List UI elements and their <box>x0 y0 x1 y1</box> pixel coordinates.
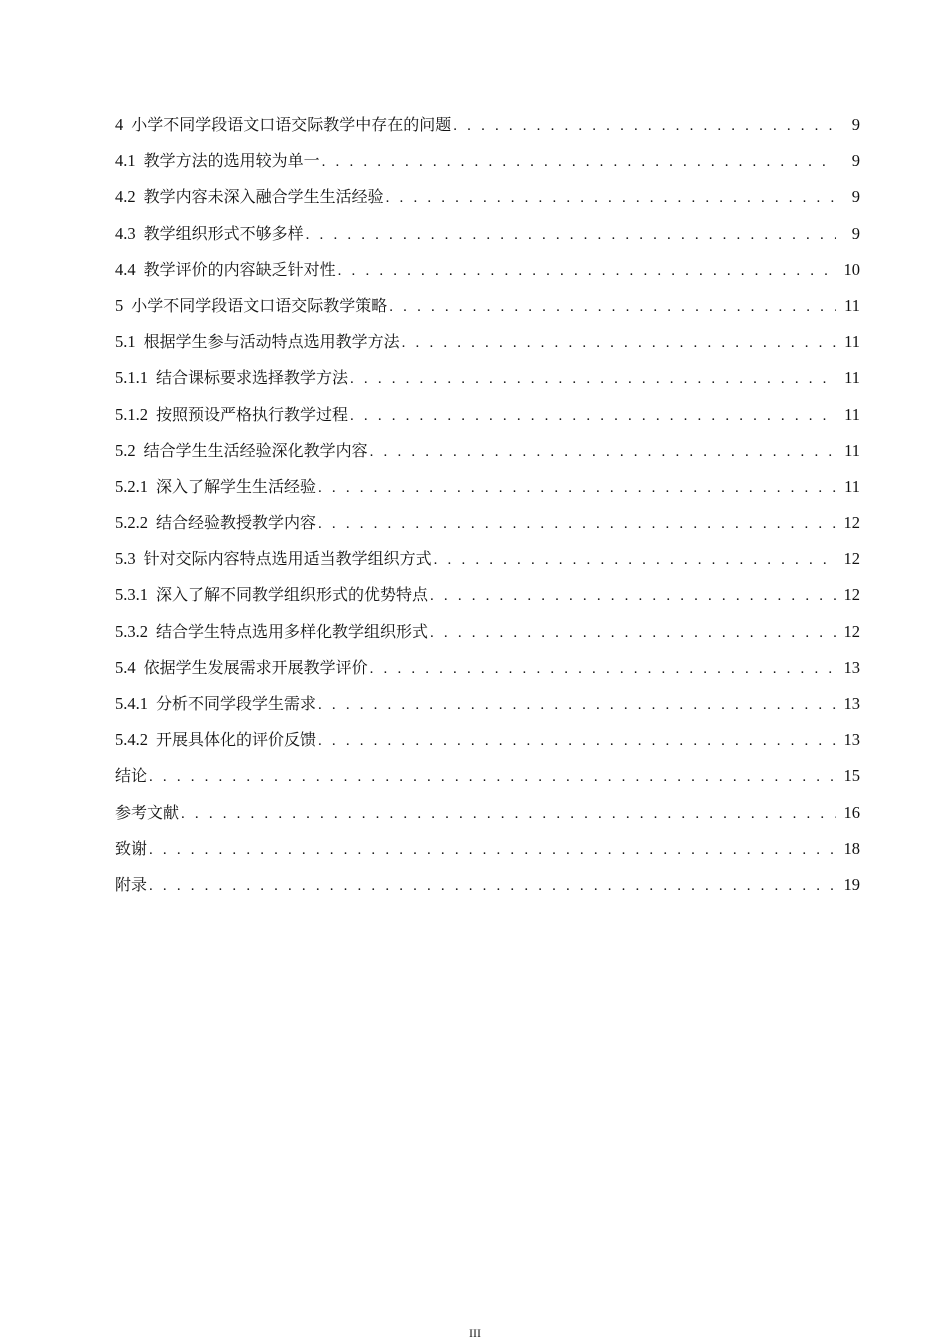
toc-entry-number: 4.4 <box>115 259 136 279</box>
page-number-footer: III <box>469 1326 481 1340</box>
toc-entry[interactable] <box>115 257 860 293</box>
toc-entry-page-number: 12 <box>843 585 860 605</box>
toc-entry-title: 结论 <box>115 766 148 786</box>
toc-entry-title: 附录 <box>115 874 148 894</box>
dot-leader <box>318 697 836 714</box>
toc-entry[interactable] <box>115 148 860 184</box>
toc-entry[interactable] <box>115 619 860 655</box>
toc-entry-page-number: 11 <box>844 476 860 496</box>
toc-entry[interactable] <box>115 582 860 618</box>
dot-leader <box>149 878 836 895</box>
toc-entry-title: 致谢 <box>115 838 148 858</box>
toc-entry[interactable] <box>115 184 860 220</box>
toc-entry-page-number: 13 <box>843 730 860 750</box>
toc-entry-number: 5.2 <box>115 440 136 460</box>
dot-leader <box>338 263 836 280</box>
table-of-contents <box>115 112 860 908</box>
toc-entry-number: 4.1 <box>115 151 136 171</box>
toc-entry-title: 深入了解学生生活经验 <box>156 476 317 496</box>
dot-leader <box>149 769 836 786</box>
toc-entry-page-number: 12 <box>843 549 860 569</box>
dot-leader <box>386 190 836 207</box>
toc-entry-number: 5.3.2 <box>115 621 148 641</box>
toc-entry[interactable] <box>115 221 860 257</box>
toc-entry[interactable] <box>115 872 860 908</box>
toc-entry-title: 按照预设严格执行教学过程 <box>156 404 349 424</box>
toc-entry-page-number: 12 <box>843 621 860 641</box>
toc-entry-page-number: 10 <box>843 259 860 279</box>
toc-entry-title: 根据学生参与活动特点选用教学方法 <box>143 332 400 352</box>
dot-leader <box>402 335 836 352</box>
toc-entry-title: 分析不同学段学生需求 <box>156 694 317 713</box>
toc-entry-page-number: 11 <box>844 295 860 315</box>
toc-entry-page-number: 16 <box>843 802 860 822</box>
dot-leader <box>430 588 836 605</box>
toc-entry-page-number: 11 <box>844 440 860 460</box>
toc-entry-title: 开展具体化的评价反馈 <box>156 730 317 750</box>
toc-entry-number: 5.3 <box>115 549 136 569</box>
dot-leader <box>389 299 836 316</box>
toc-entry-page-number: 13 <box>843 657 860 677</box>
toc-entry[interactable] <box>115 800 860 836</box>
toc-entry-title: 针对交际内容特点选用适当教学组织方式 <box>143 549 432 569</box>
toc-entry-number: 5.1 <box>115 332 136 352</box>
toc-entry-title: 依据学生发展需求开展教学评价 <box>143 657 368 677</box>
toc-entry-title: 参考文献 <box>115 802 180 822</box>
toc-entry[interactable] <box>115 329 860 365</box>
toc-entry-page-number: 9 <box>851 187 860 207</box>
toc-entry-number: 5.4 <box>115 657 136 677</box>
toc-entry[interactable] <box>115 402 860 438</box>
toc-entry[interactable] <box>115 546 860 582</box>
toc-entry-page-number: 15 <box>843 766 860 786</box>
toc-entry-title: 结合课标要求选择教学方法 <box>156 368 349 388</box>
toc-entry-title: 结合学生生活经验深化教学内容 <box>143 440 368 460</box>
toc-entry-title: 教学内容未深入融合学生生活经验 <box>143 187 384 207</box>
toc-entry-title: 深入了解不同教学组织形式的优势特点 <box>156 585 429 605</box>
toc-entry[interactable] <box>115 438 860 474</box>
dot-leader <box>370 661 836 678</box>
dot-leader <box>350 408 836 425</box>
toc-entry-page-number: 13 <box>843 694 860 713</box>
toc-entry-number: 4.2 <box>115 187 136 207</box>
toc-entry[interactable] <box>115 474 860 510</box>
toc-entry-page-number: 11 <box>844 404 860 424</box>
toc-entry[interactable] <box>115 365 860 401</box>
toc-entry-number: 5.1.1 <box>115 368 148 388</box>
toc-entry-title: 结合经验教授教学内容 <box>156 513 317 533</box>
toc-entry-page-number: 11 <box>844 332 860 352</box>
dot-leader <box>318 480 836 497</box>
toc-entry-page-number: 9 <box>851 151 860 171</box>
toc-entry[interactable] <box>115 763 860 799</box>
toc-entry-number: 5 <box>115 295 124 315</box>
toc-entry-title: 结合学生特点选用多样化教学组织形式 <box>156 621 429 641</box>
toc-entry[interactable] <box>115 293 860 329</box>
toc-entry-number: 5.4.1 <box>115 694 148 713</box>
toc-entry-title: 教学组织形式不够多样 <box>143 223 304 243</box>
toc-entry-number: 4.3 <box>115 223 136 243</box>
dot-leader <box>350 371 836 388</box>
toc-entry-number: 5.2.2 <box>115 513 148 533</box>
toc-entry[interactable] <box>115 510 860 546</box>
toc-entry-title: 小学不同学段语文口语交际教学中存在的问题 <box>131 115 452 134</box>
toc-entry-page-number: 12 <box>843 513 860 533</box>
toc-entry-title: 教学方法的选用较为单一 <box>143 151 320 171</box>
dot-leader <box>434 552 836 569</box>
dot-leader <box>149 842 836 859</box>
toc-entry-number: 5.2.1 <box>115 476 148 496</box>
toc-entry-number: 5.3.1 <box>115 585 148 605</box>
toc-entry-title: 教学评价的内容缺乏针对性 <box>143 259 336 279</box>
dot-leader <box>430 625 836 642</box>
toc-entry-title: 小学不同学段语文口语交际教学策略 <box>131 295 388 315</box>
toc-entry-number: 5.4.2 <box>115 730 148 750</box>
toc-entry-number: 4 <box>115 115 124 134</box>
toc-entry-page-number: 9 <box>851 223 860 243</box>
toc-entry-number: 5.1.2 <box>115 404 148 424</box>
toc-entry-page-number: 11 <box>844 368 860 388</box>
toc-entry-page-number: 19 <box>843 874 860 894</box>
dot-leader <box>306 227 836 244</box>
dot-leader <box>370 444 836 461</box>
toc-entry[interactable] <box>115 727 860 763</box>
toc-entry-page-number: 18 <box>843 838 860 858</box>
toc-entry[interactable] <box>115 691 860 727</box>
dot-leader <box>318 733 836 750</box>
toc-entry-page-number: 9 <box>851 115 860 134</box>
dot-leader <box>453 118 836 135</box>
dot-leader <box>322 154 836 171</box>
dot-leader <box>318 516 836 533</box>
toc-entry[interactable] <box>115 836 860 872</box>
toc-entry[interactable] <box>115 655 860 691</box>
toc-entry[interactable] <box>115 112 860 148</box>
dot-leader <box>181 806 836 823</box>
